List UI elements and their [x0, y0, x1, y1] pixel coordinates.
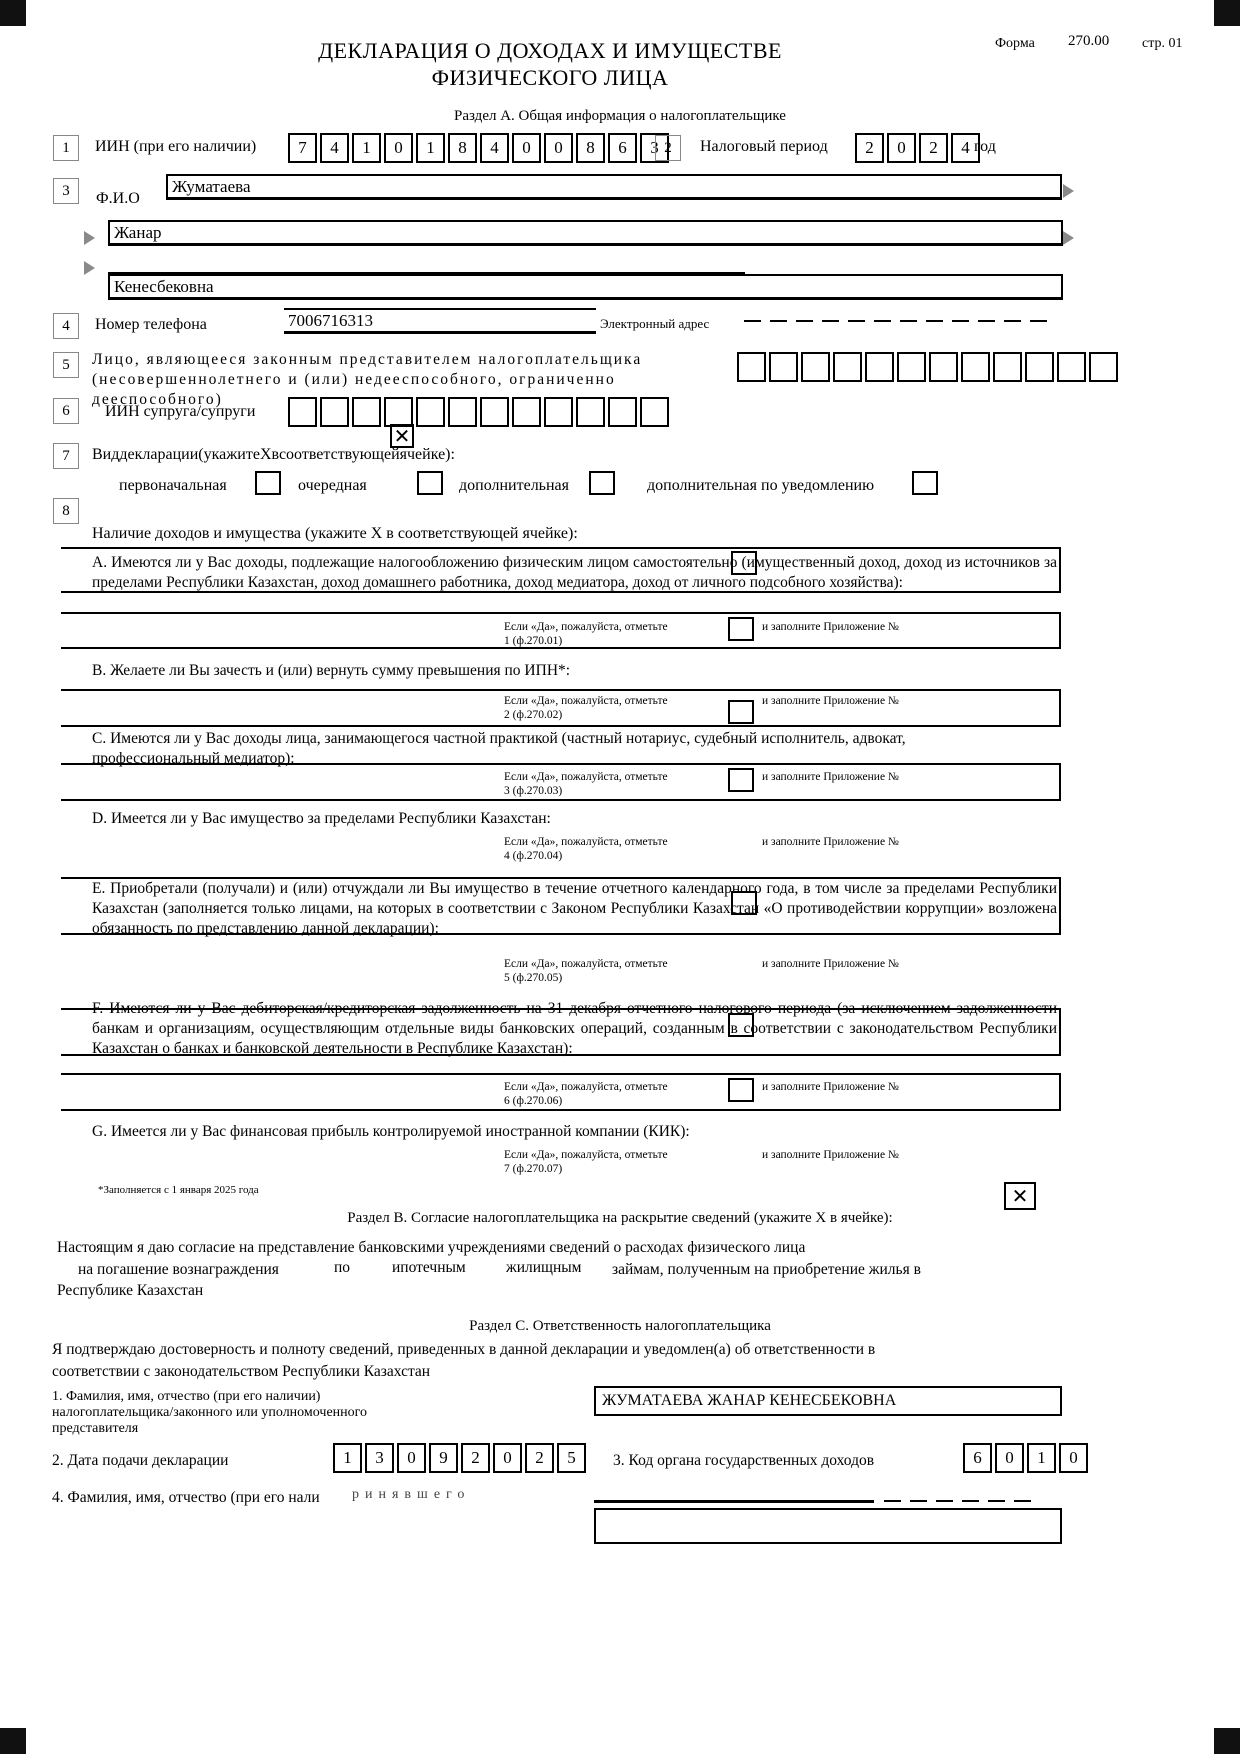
declaration-type-option-3-label: дополнительная по уведомлению	[647, 477, 875, 494]
item-c-checkbox[interactable]	[728, 768, 754, 792]
digit-cell[interactable]	[897, 352, 926, 382]
digit-cell[interactable]: 9	[429, 1443, 458, 1473]
receiver-label-text: 4. Фамилия, имя, отчество (при его нали	[52, 1489, 320, 1506]
row-number-2: 2	[655, 135, 681, 161]
gov-code-label: 3. Код органа государственных доходов	[613, 1452, 875, 1469]
digit-cell[interactable]	[416, 397, 445, 427]
document-title	[230, 38, 870, 92]
item-c-hint-left: Если «Да», пожалуйста, отметьте	[504, 771, 668, 783]
submission-date-label: 2. Дата подачи декларации	[52, 1452, 229, 1469]
digit-cell[interactable]	[384, 397, 413, 427]
item-f-appendix: 6 (ф.270.06)	[504, 1095, 563, 1107]
email-dashes	[744, 320, 1056, 322]
receiver-label-tail: ринявшего	[352, 1487, 471, 1502]
digit-cell[interactable]	[865, 352, 894, 382]
receiver-dashes	[884, 1500, 1040, 1502]
spouse-iin-label: ИИН супруга/супруги	[105, 403, 256, 420]
row-number-6: 6	[53, 398, 79, 424]
item-a-hint-left: Если «Да», пожалуйста, отметьте	[504, 621, 668, 633]
patronymic-input[interactable]: Кенесбековна	[108, 274, 1063, 300]
email-label: Электронный адрес	[600, 316, 710, 331]
consent-line2-c: ипотечным	[392, 1259, 466, 1276]
row-number-4: 4	[53, 313, 79, 339]
digit-cell[interactable]: 1	[333, 1443, 362, 1473]
item-f-checkbox[interactable]	[728, 1078, 754, 1102]
row-number-7: 7	[53, 443, 79, 469]
digit-cell[interactable]	[961, 352, 990, 382]
receiver-label	[52, 1488, 320, 1508]
signer-label-line1: 1. Фамилия, имя, отчество (при его наличии)	[52, 1389, 321, 1404]
digit-cell[interactable]: 8	[448, 133, 477, 163]
declaration-type-option-2-label: дополнительная	[459, 477, 569, 494]
signer-label-line2: налогоплательщика/законного или уполномоченного	[52, 1405, 368, 1420]
consent-line2-b: по	[334, 1259, 351, 1276]
digit-cell[interactable]	[448, 397, 477, 427]
digit-cell[interactable]: 0	[995, 1443, 1024, 1473]
item-f-inline-checkbox[interactable]	[728, 1013, 754, 1037]
digit-cell[interactable]	[1057, 352, 1086, 382]
fio-label: Ф.И.О	[96, 190, 140, 207]
digit-cell[interactable]	[576, 397, 605, 427]
consent-line2-d: жилищным	[506, 1259, 582, 1276]
income-property-label: Наличие доходов и имущества (укажите Х в соответствующей ячейке):	[92, 525, 578, 542]
digit-cell[interactable]: 0	[887, 133, 916, 163]
digit-cell[interactable]: 0	[544, 133, 573, 163]
registration-mark-top-right	[1214, 0, 1240, 26]
item-b-appendix: 2 (ф.270.02)	[504, 709, 563, 721]
item-a-text: А. Имеются ли у Вас доходы, подлежащие налогообложению физическим лицом самостоятельно (имущественный доход, доход из источников за пределами Республики Казахстан, доход домашнего работника, доход медиатора, доход от личного подсобного хозяйства):	[92, 554, 1057, 591]
form-label: Форма	[995, 36, 1035, 51]
digit-cell[interactable]: 4	[480, 133, 509, 163]
item-b-hint-left: Если «Да», пожалуйста, отметьте	[504, 695, 668, 707]
item-a-appendix: 1 (ф.270.01)	[504, 635, 563, 647]
receiver-input[interactable]	[594, 1508, 1062, 1544]
arrow-right-icon-patronymic	[84, 261, 95, 275]
digit-cell[interactable]	[512, 397, 541, 427]
item-e-text: Е. Приобретали (получали) и (или) отчуждали ли Вы имущество в течение отчетного календарного года, в том числе за пределами Республики Казахстан (заполняется только лицами, на которых в соответствии с Законом Республики Казахстан «О противодействии коррупции» возложена обязанность по представлению данной декларации):	[92, 880, 1057, 938]
consent-line2-e: займам, полученным на приобретение жилья в	[612, 1261, 921, 1278]
item-a-inline-checkbox[interactable]	[731, 551, 757, 575]
digit-cell[interactable]	[608, 397, 637, 427]
digit-cell[interactable]: 1	[416, 133, 445, 163]
digit-cell[interactable]	[1089, 352, 1118, 382]
digit-cell[interactable]	[544, 397, 573, 427]
digit-cell[interactable]: 1	[352, 133, 381, 163]
digit-cell[interactable]: 7	[288, 133, 317, 163]
item-e-appendix: 5 (ф.270.05)	[504, 972, 563, 984]
item-a-hint-right: и заполните Приложение №	[762, 621, 899, 633]
consent-checkbox[interactable]	[1004, 1182, 1036, 1210]
item-f-hint-left: Если «Да», пожалуйста, отметьте	[504, 1081, 668, 1093]
digit-cell[interactable]	[737, 352, 766, 382]
phone-label: Номер телефона	[95, 316, 207, 333]
item-c-appendix: 3 (ф.270.03)	[504, 785, 563, 797]
item-f-text: F. Имеются ли у Вас дебиторская/кредиторская задолженность на 31 декабря отчетного налогового периода (за исключением задолженности банкам и организациям, осуществляющим отдельные виды банковских операций, созданным в соответствии с законодательством Республики Казахстан о банках и банковской деятельности в Республике Казахстан):	[92, 1000, 1057, 1058]
item-b-hint-right: и заполните Приложение №	[762, 695, 899, 707]
digit-cell[interactable]	[1025, 352, 1054, 382]
responsibility-line1: Я подтверждаю достоверность и полноту сведений, приведенных в данной декларации и уведомлен(а) об ответственности в	[52, 1341, 876, 1358]
digit-cell[interactable]: 3	[640, 133, 669, 163]
item-f-hint-right: и заполните Приложение №	[762, 1081, 899, 1093]
registration-mark-bottom-left	[0, 1728, 26, 1754]
declaration-type-label: Виддекларации(укажитеХвсоответствующейячейке):	[92, 446, 455, 463]
declaration-type-option-2-checkbox[interactable]	[589, 471, 615, 495]
digit-cell[interactable]	[288, 397, 317, 427]
arrow-right-icon-firstname2	[1063, 231, 1074, 245]
legal-representative-line2: (несовершеннолетнего и (или) недееспособного, ограниченно дееспособного)	[92, 371, 616, 409]
page-number: стр. 01	[1142, 36, 1183, 51]
item-d-hint-right: и заполните Приложение №	[762, 836, 899, 848]
digit-cell[interactable]: 0	[397, 1443, 426, 1473]
declaration-type-option-0-label: первоначальная	[119, 477, 227, 494]
spouse-iin-mark-checkbox[interactable]	[390, 424, 414, 448]
item-b-text: В. Желаете ли Вы зачесть и (или) вернуть сумму превышения по ИПН*:	[92, 662, 571, 679]
tax-period-label: Налоговый период	[700, 138, 828, 155]
tax-period-input[interactable]	[855, 133, 980, 163]
section-c-heading: Раздел С. Ответственность налогоплательщика	[469, 1318, 771, 1334]
firstname-input[interactable]: Жанар	[108, 220, 1063, 246]
digit-cell[interactable]: 6	[608, 133, 637, 163]
digit-cell[interactable]: 0	[493, 1443, 522, 1473]
declaration-type-option-3-checkbox[interactable]	[912, 471, 938, 495]
spouse-iin-input[interactable]	[288, 397, 669, 427]
digit-cell[interactable]: 2	[525, 1443, 554, 1473]
submission-date-input[interactable]	[333, 1443, 586, 1473]
document-title-line2: ФИЗИЧЕСКОГО ЛИЦА	[431, 64, 669, 90]
consent-line3: Республике Казахстан	[57, 1282, 204, 1299]
row-number-8: 8	[53, 498, 79, 524]
item-e-hint-right: и заполните Приложение №	[762, 958, 899, 970]
arrow-right-icon-firstname	[84, 231, 95, 245]
phone-input[interactable]: 7006716313	[284, 308, 596, 334]
consent-line1: Настоящим я даю согласие на представление банковскими учреждениями сведений о расходах физического лица	[57, 1239, 806, 1256]
digit-cell[interactable]	[480, 397, 509, 427]
digit-cell[interactable]	[833, 352, 862, 382]
digit-cell[interactable]: 5	[557, 1443, 586, 1473]
legal-representative-line1: Лицо, являющееся законным представителем налогоплательщика	[92, 351, 643, 368]
signer-name-input[interactable]: ЖУМАТАЕВА ЖАНАР КЕНЕСБЕКОВНА	[594, 1386, 1062, 1416]
item-a-checkbox[interactable]	[728, 617, 754, 641]
item-g-hint-left: Если «Да», пожалуйста, отметьте	[504, 1149, 668, 1161]
digit-cell[interactable]: 0	[384, 133, 413, 163]
item-g-text: G. Имеется ли у Вас финансовая прибыль контролируемой иностранной компании (КИК):	[92, 1123, 690, 1140]
gov-code-input[interactable]	[963, 1443, 1088, 1473]
document-title-line1: ДЕКЛАРАЦИЯ О ДОХОДАХ И ИМУЩЕСТВЕ	[318, 38, 782, 63]
item-d-appendix: 4 (ф.270.04)	[504, 850, 563, 862]
digit-cell[interactable]: 3	[365, 1443, 394, 1473]
iin-label: ИИН (при его наличии)	[95, 138, 257, 155]
digit-cell[interactable]: 2	[461, 1443, 490, 1473]
legal-representative-iin-input[interactable]	[737, 352, 1118, 382]
iin-input[interactable]	[288, 133, 669, 163]
registration-mark-top-left	[0, 0, 26, 26]
signer-label-line3: представителя	[52, 1421, 139, 1436]
row-number-3: 3	[53, 178, 79, 204]
item-g-hint-right: и заполните Приложение №	[762, 1149, 899, 1161]
declaration-type-option-1-label: очередная	[298, 477, 367, 494]
digit-cell[interactable]	[640, 397, 669, 427]
item-e-hint-left: Если «Да», пожалуйста, отметьте	[504, 958, 668, 970]
surname-input[interactable]: Жуматаева	[166, 174, 1062, 200]
form-number: 270.00	[1068, 33, 1110, 49]
row-number-5: 5	[53, 352, 79, 378]
tax-period-unit: год	[974, 138, 996, 155]
section-a-heading: Раздел А. Общая информация о налогоплательщике	[454, 108, 786, 124]
receiver-line	[594, 1500, 874, 1503]
digit-cell[interactable]	[801, 352, 830, 382]
row-number-1: 1	[53, 135, 79, 161]
item-c-text: С. Имеются ли у Вас доходы лица, занимающегося частной практикой (частный нотариус, судебный исполнитель, адвокат, профессиональный медиатор):	[92, 730, 906, 767]
item-e-inline-checkbox[interactable]	[731, 891, 757, 915]
section-b-heading: Раздел В. Согласие налогоплательщика на раскрытие сведений (укажите Х в ячейке):	[347, 1210, 893, 1226]
footnote: *Заполняется с 1 января 2025 года	[98, 1184, 259, 1196]
responsibility-line2: соответствии с законодательством Республики Казахстан	[52, 1363, 431, 1380]
arrow-right-icon-surname	[1063, 184, 1074, 198]
declaration-type-option-1-checkbox[interactable]	[417, 471, 443, 495]
digit-cell[interactable]: 8	[576, 133, 605, 163]
digit-cell[interactable]	[929, 352, 958, 382]
item-g-appendix: 7 (ф.270.07)	[504, 1163, 563, 1175]
digit-cell[interactable]	[993, 352, 1022, 382]
consent-line2-a: на погашение вознаграждения	[78, 1261, 279, 1278]
registration-mark-bottom-right	[1214, 1728, 1240, 1754]
digit-cell[interactable]: 2	[855, 133, 884, 163]
digit-cell[interactable]: 0	[512, 133, 541, 163]
digit-cell[interactable]	[769, 352, 798, 382]
item-d-text: D. Имеется ли у Вас имущество за пределами Республики Казахстан:	[92, 810, 551, 827]
digit-cell[interactable]	[320, 397, 349, 427]
digit-cell[interactable]: 4	[320, 133, 349, 163]
item-d-hint-left: Если «Да», пожалуйста, отметьте	[504, 836, 668, 848]
digit-cell[interactable]: 0	[1059, 1443, 1088, 1473]
item-c-hint-right: и заполните Приложение №	[762, 771, 899, 783]
digit-cell[interactable]: 1	[1027, 1443, 1056, 1473]
declaration-type-option-0-checkbox[interactable]	[255, 471, 281, 495]
digit-cell[interactable]: 4	[951, 133, 980, 163]
digit-cell[interactable]: 2	[919, 133, 948, 163]
digit-cell[interactable]: 6	[963, 1443, 992, 1473]
digit-cell[interactable]	[352, 397, 381, 427]
item-b-checkbox[interactable]	[728, 700, 754, 724]
